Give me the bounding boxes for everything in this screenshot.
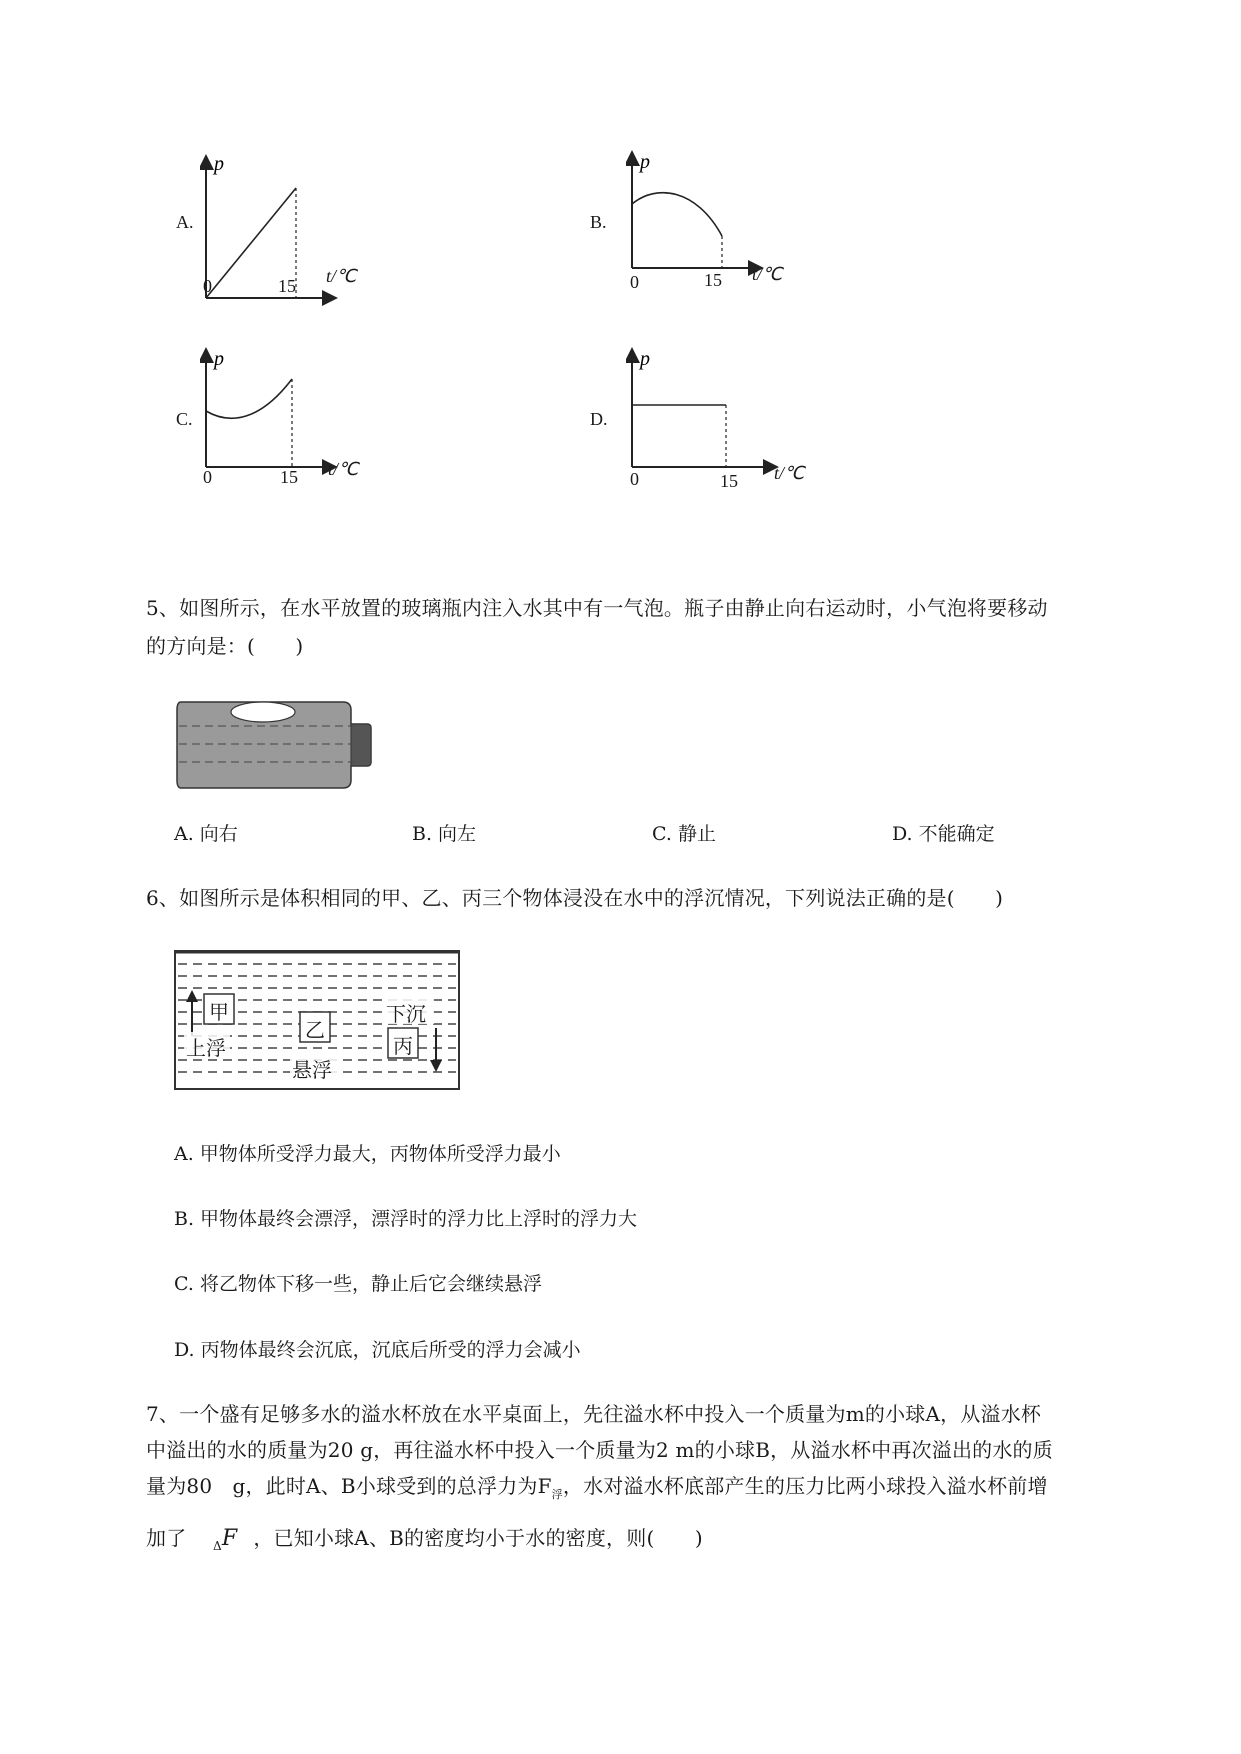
origin-label: 0: [203, 467, 212, 487]
graph-curve: [632, 193, 722, 236]
option-c[interactable]: C. 将乙物体下移一些，静止后它会继续悬浮: [174, 1273, 542, 1295]
graph-b-svg: [626, 148, 836, 308]
option-d[interactable]: D. 丙物体最终会沉底，沉底后所受的浮力会减小: [174, 1339, 581, 1361]
x-axis-label: t/℃: [328, 459, 359, 479]
graph-option-c: [150, 345, 410, 505]
question-7-line3: [146, 1468, 1048, 1513]
water-tank-figure: [174, 950, 460, 1090]
label-suspended: 悬浮: [292, 1058, 332, 1082]
graph-curve: [206, 379, 292, 418]
force-symbol: F: [221, 1526, 238, 1551]
option-c[interactable]: C. 静止: [652, 823, 716, 845]
question-5-stem-line2: 的方向是：( ): [146, 634, 304, 658]
question-5-stem-line1: 5、如图所示，在水平放置的玻璃瓶内注入水其中有一气泡。瓶子由静止向右运动时，小气泡将要移动: [146, 596, 1048, 620]
line3-part1: 量为80 g，此时A、B小球受到的总浮力为F: [146, 1474, 552, 1498]
question-7-line1: 7、一个盛有足够多水的溢水杯放在水平桌面上，先往溢水杯中投入一个质量为m的小球A，从溢水杯: [146, 1402, 1042, 1426]
origin-label: 0: [630, 469, 639, 489]
x-axis-label: t/℃: [752, 264, 783, 284]
bottle-figure: [175, 700, 385, 790]
graph-option-a: [150, 150, 410, 310]
y-axis-label: p: [640, 151, 650, 173]
label-sink: 下沉: [386, 1002, 426, 1026]
graph-c-svg: [200, 345, 410, 505]
line4-part2: ，已知小球A、B的密度均小于水的密度，则( ): [253, 1526, 703, 1550]
question-7-line4: [146, 1520, 703, 1564]
graph-a-svg: [200, 150, 410, 310]
option-a[interactable]: A. 甲物体所受浮力最大，丙物体所受浮力最小: [174, 1143, 561, 1165]
box-yi: 乙: [305, 1018, 325, 1042]
tick-label: 15: [278, 276, 296, 296]
graph-option-letter: C.: [176, 409, 193, 429]
box-bing: 丙: [393, 1034, 413, 1058]
graph-option-letter: D.: [590, 409, 608, 429]
origin-label: 0: [203, 276, 212, 296]
y-axis-label: p: [214, 348, 224, 370]
y-axis-label: p: [214, 153, 224, 175]
box-jia: 甲: [209, 1000, 229, 1024]
option-a[interactable]: A. 向右: [174, 823, 238, 845]
option-b[interactable]: B. 甲物体最终会漂浮，漂浮时的浮力比上浮时的浮力大: [174, 1208, 638, 1230]
tick-label: 15: [720, 471, 738, 491]
option-d[interactable]: D. 不能确定: [892, 823, 995, 845]
line4-part1: 加了: [146, 1526, 187, 1550]
question-6-stem: 6、如图所示是体积相同的甲、乙、丙三个物体浸没在水中的浮沉情况，下列说法正确的是( ): [146, 886, 1004, 910]
buoyancy-subscript: 浮: [551, 1488, 563, 1501]
label-float-up: 上浮: [186, 1036, 226, 1060]
x-axis-label: t/℃: [326, 266, 357, 286]
question-7-line2: 中溢出的水的质量为20 g，再往溢水杯中投入一个质量为2 m的小球B，从溢水杯中再次溢出的水的质: [146, 1438, 1053, 1462]
graph-option-b: [580, 148, 840, 308]
x-axis-label: t/℃: [774, 463, 805, 483]
line3-part2: ，水对溢水杯底部产生的压力比两小球投入溢水杯前增: [562, 1474, 1048, 1498]
y-axis-label: p: [640, 348, 650, 370]
graph-option-letter: A.: [176, 212, 194, 232]
graph-option-letter: B.: [590, 212, 607, 232]
option-b[interactable]: B. 向左: [412, 823, 477, 845]
origin-label: 0: [630, 272, 639, 292]
tick-label: 15: [704, 270, 722, 290]
tick-label: 15: [280, 467, 298, 487]
graph-option-d: [580, 345, 850, 505]
air-bubble: [231, 702, 295, 722]
delta-symbol: Δ: [212, 1539, 222, 1553]
